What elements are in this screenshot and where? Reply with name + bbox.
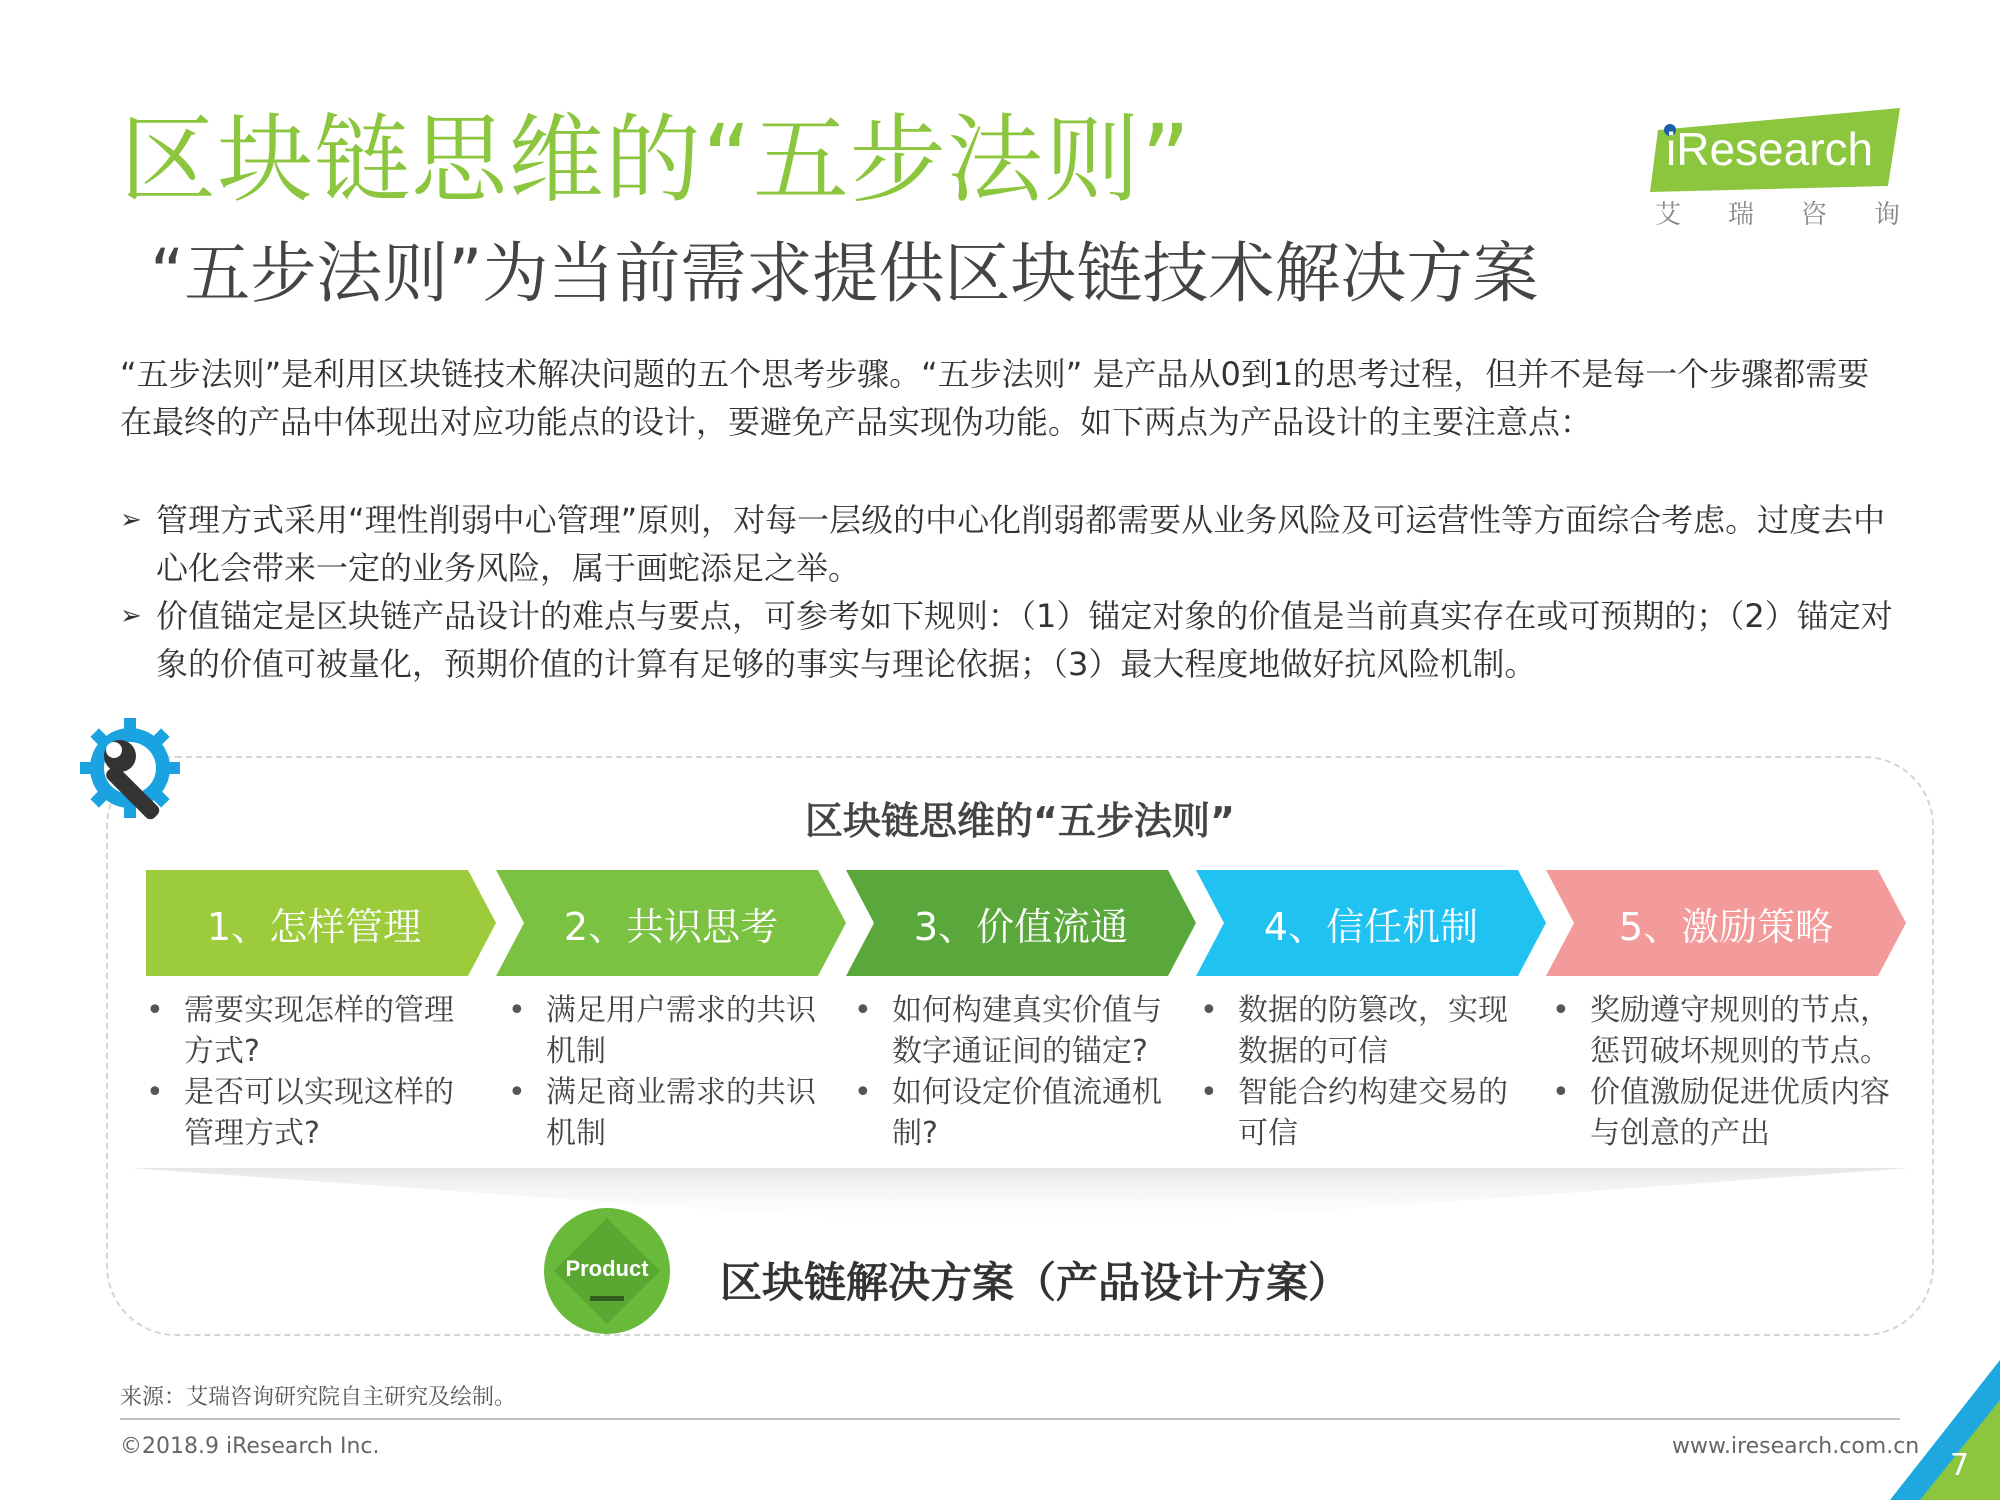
logo-char: 瑞 [1727,200,1754,230]
note-text: 管理方式采用“理性削弱中心管理”原则，对每一层级的中心化削弱都需要从业务风险及可运营性等方面综合考虑。过度去中心化会带来一定的业务风险，属于画蛇添足之举。 [156,501,1886,587]
product-badge [542,1206,672,1336]
step-point-text: 如何构建真实价值与数字通证间的锚定? [892,993,1162,1069]
page-title: 区块链思维的“五步法则” [120,104,1192,216]
step-5-label: 5、激励策略 [1618,904,1834,949]
note-item [120,496,1900,592]
bullet-dot-icon: • [1552,993,1570,1028]
step-point [1552,990,1902,1072]
logo-chinese-name [1655,194,1900,231]
wrench-gear-icon [74,712,194,832]
notes-list [120,496,1900,688]
bullet-dot-icon: • [854,993,872,1028]
copyright-text: ©2018.9 iResearch Inc. [120,1434,380,1459]
bullet-dot-icon: • [146,993,164,1028]
step-point [508,1072,828,1154]
page-subtitle: “五步法则”为当前需求提供区块链技术解决方案 [150,235,1539,312]
step-point [1200,1072,1520,1154]
step-point [854,1072,1174,1154]
step-point-text: 数据的防篡改，实现数据的可信 [1238,993,1508,1069]
step-1-label: 1、怎样管理 [206,904,422,949]
step-point [1552,1072,1902,1154]
bullet-dot-icon: • [854,1075,872,1110]
step-point-text: 奖励遵守规则的节点，惩罚破坏规则的节点。 [1590,993,1890,1069]
bullet-dot-icon: • [1200,1075,1218,1110]
step-point [854,990,1174,1072]
note-text: 价值锚定是区块链产品设计的难点与要点，可参考如下规则：（1）锚定对象的价值是当前真实存在或可预期的；（2）锚定对象的价值可被量化，预期价值的计算有足够的事实与理论依据；（3）最大程度地做好抗风险机制。 [156,597,1893,683]
steps-chevron-row [146,870,1906,976]
iresearch-logo [1650,100,1900,230]
step-point-text: 智能合约构建交易的可信 [1238,1075,1508,1151]
arrow-bullet-icon: ➢ [120,505,142,535]
footer-divider [120,1418,1900,1420]
step-5-points [1552,990,1902,1154]
step-2-points [508,990,828,1154]
logo-char: 咨 [1800,200,1827,230]
diagram-title: 区块链思维的“五步法则” [805,799,1235,843]
logo-char: 询 [1873,200,1900,230]
bullet-dot-icon: • [1200,993,1218,1028]
step-3-label: 3、价值流通 [913,904,1129,949]
corner-decoration [1870,1360,2000,1500]
bullet-dot-icon: • [146,1075,164,1110]
logo-brand-text: iResearch [1666,123,1874,175]
step-point-text: 满足商业需求的共识机制 [546,1075,816,1151]
intro-paragraph: “五步法则”是利用区块链技术解决问题的五个思考步骤。“五步法则” 是产品从0到1的思考过程，但并不是每一个步骤都需要在最终的产品中体现出对应功能点的设计，要避免产品实现伪功能。如下两点为产品设计的主要注意点： [120,355,1870,441]
solution-label: 区块链解决方案（产品设计方案） [720,1258,1351,1307]
website-link[interactable]: www.iresearch.com.cn [1672,1434,1920,1459]
note-item [120,592,1900,688]
product-badge-label: Product [565,1256,649,1281]
page-number: 7 [1950,1448,1970,1483]
step-point-text: 满足用户需求的共识机制 [546,993,816,1069]
step-point-text: 是否可以实现这样的管理方式? [184,1075,454,1151]
step-point-text: 如何设定价值流通机制? [892,1075,1162,1151]
logo-char: 艾 [1655,200,1682,230]
step-point [508,990,828,1072]
step-4-points [1200,990,1520,1154]
step-point [146,990,466,1072]
bullet-dot-icon: • [1552,1075,1570,1110]
step-2-label: 2、共识思考 [563,904,779,949]
bullet-dot-icon: • [508,1075,526,1110]
bullet-dot-icon: • [508,993,526,1028]
source-note: 来源：艾瑞咨询研究院自主研究及绘制。 [120,1385,517,1410]
step-point-text: 价值激励促进优质内容与创意的产出 [1590,1075,1890,1151]
step-3-points [854,990,1174,1154]
step-point [1200,990,1520,1072]
step-point-text: 需要实现怎样的管理方式? [184,993,454,1069]
arrow-bullet-icon: ➢ [120,601,142,631]
step-point [146,1072,466,1154]
step-1-points [146,990,466,1154]
funnel-wedge [130,1168,1910,1232]
step-4-label: 4、信任机制 [1263,904,1479,949]
